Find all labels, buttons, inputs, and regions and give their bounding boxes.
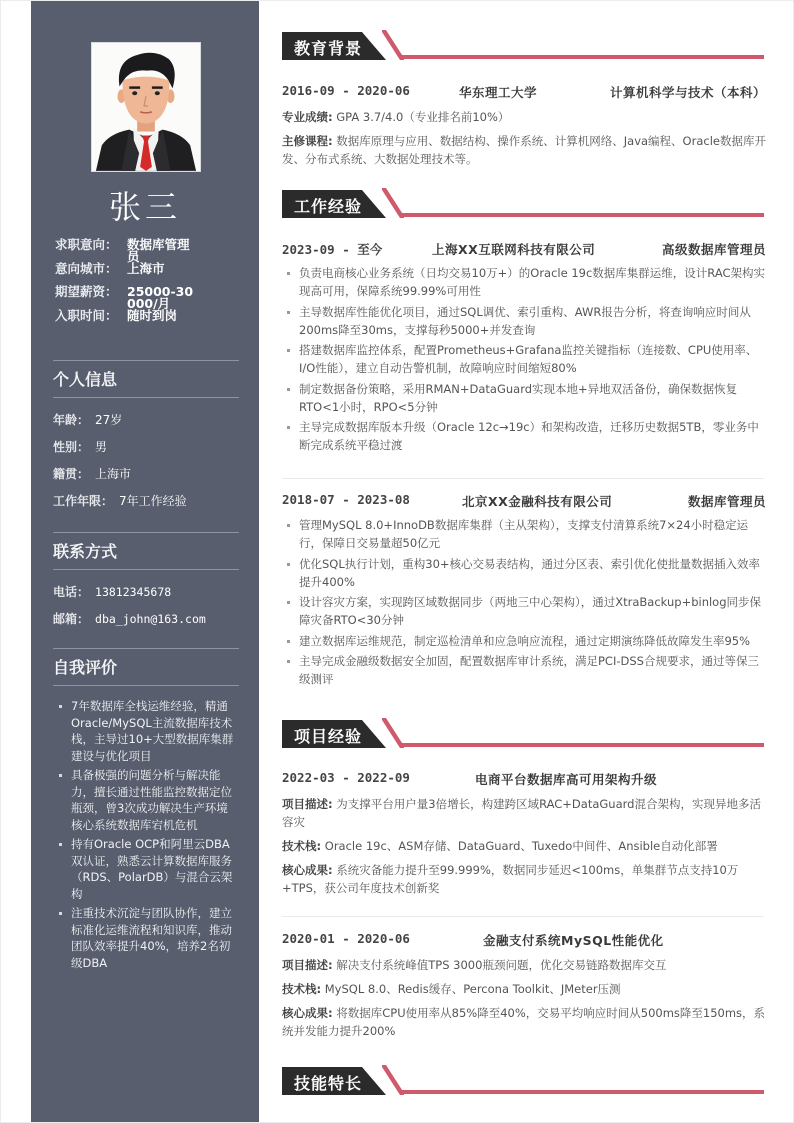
job-intent-list (55, 236, 245, 330)
entry-divider (282, 478, 764, 479)
self-eval-item: 7年数据库全栈运维经验，精通Oracle/MySQL主流数据库技术栈，主导过10+大型数据库集群建设与优化项目 (55, 698, 239, 764)
company-name: 北京XX金融科技有限公司 (462, 494, 613, 509)
result-label: 核心成果: (282, 863, 333, 877)
info-row-age (53, 406, 239, 433)
email-link[interactable]: dba_john@163.com (95, 611, 206, 626)
intent-label: 期望薪资： (55, 284, 118, 299)
info-value: 上海市 (95, 467, 132, 481)
desc-value: 为支撑平台用户量3倍增长，构建跨区域RAC+DataGuard混合架构，实现异地多活容灾 (282, 797, 761, 829)
job-date: 2018-07 - 2023-08 (282, 492, 410, 507)
result-value: 系统灾备能力提升至99.999%，数据同步延迟<100ms，单集群节点支持10万+TPS，获公司年度技术创新奖 (282, 863, 739, 895)
section-title: 技能特长 (294, 1074, 363, 1093)
info-label: 年龄： (53, 413, 90, 427)
candidate-name: 张三 (108, 188, 181, 226)
section-title: 项目经验 (294, 727, 363, 746)
project-results (282, 1004, 766, 1040)
contact-label: 邮箱： (53, 612, 90, 626)
avatar-illustration (92, 43, 200, 171)
info-row-gender (53, 433, 239, 460)
gpa-label: 专业成绩: (282, 110, 333, 124)
desc-value: 解决支付系统峰值TPS 3000瓶颈问题，优化交易链路数据库交互 (332, 958, 667, 972)
school-name: 华东理工大学 (459, 85, 538, 100)
self-eval-item: 持有Oracle OCP和阿里云DBA双认证，熟悉云计算数据库服务（RDS、PolarDB）与混合云架构 (55, 836, 239, 902)
info-value: 男 (95, 440, 108, 454)
info-row-hometown (53, 460, 239, 487)
job-bullet: 设计容灾方案，实现跨区域数据同步（两地三中心架构），通过XtraBackup+binlog同步保障灾备RTO<30分钟 (282, 593, 766, 629)
stack-label: 技术栈: (282, 839, 322, 853)
info-label: 性别： (53, 440, 90, 454)
project-description (282, 795, 766, 831)
header-accent-line (400, 1090, 764, 1094)
self-eval-item: 具备极强的问题分析与解决能力，擅长通过性能监控数据定位瓶颈，曾3次成功解决生产环境核心系统数据库宕机危机 (55, 767, 239, 833)
sidebar (31, 0, 259, 1123)
job-bullet: 主导完成金融级数据安全加固，配置数据库审计系统，满足PCI-DSS合规要求，通过等保三级测评 (282, 652, 766, 688)
intent-value: 随时到岗 (127, 307, 178, 323)
contact-section (53, 532, 239, 632)
job-bullet: 主导数据库性能优化项目，通过SQL调优、索引重构、AWR报告分析，将查询响应时间从200ms降至30ms，支撑每秒5000+并发查询 (282, 303, 766, 339)
job-role: 高级数据库管理员 (661, 242, 766, 257)
self-eval-item: 注重技术沉淀与团队协作，建立标准化运维流程和知识库，推动团队效率提升40%，培养2名初级DBA (55, 905, 239, 971)
project-name: 电商平台数据库高可用架构升级 (475, 772, 658, 787)
job-bullet: 主导完成数据库版本升级（Oracle 12c→19c）和架构改造，迁移历史数据5TB，零业务中断完成系统平稳过渡 (282, 418, 766, 454)
intent-label: 意向城市： (55, 260, 118, 276)
job-bullet: 优化SQL执行计划，重构30+核心交易表结构，通过分区表、索引优化使批量数据插入效率提升400% (282, 555, 766, 591)
contact-row-email (53, 605, 239, 632)
project-header (282, 768, 766, 788)
courses-label: 主修课程: (282, 134, 333, 148)
intent-value: 上海市 (127, 260, 165, 276)
job-bullet: 制定数据备份策略，采用RMAN+DataGuard实现本地+异地双活备份，确保数据恢复RTO<1小时，RPO<5分钟 (282, 380, 766, 416)
contact-label: 电话： (53, 585, 90, 599)
desc-label: 项目描述: (282, 958, 333, 972)
project-results (282, 861, 766, 897)
project-name: 金融支付系统MySQL性能优化 (483, 933, 664, 948)
gpa-value: GPA 3.7/4.0（专业排名前10%） (332, 110, 510, 124)
job-date: 2023-09 - 至今 (282, 242, 383, 257)
education-date: 2016-09 - 2020-06 (282, 83, 410, 98)
education-gpa (282, 108, 766, 126)
info-row-experience (53, 487, 239, 514)
stack-value: Oracle 19c、ASM存储、DataGuard、Tuxedo中间件、Ansible自动化部署 (321, 839, 718, 853)
courses-value: 数据库原理与应用、数据结构、操作系统、计算机网络、Java编程、Oracle数据库开发、分布式系统、大数据处理技术等。 (282, 134, 766, 166)
education-entry-header (282, 81, 766, 101)
result-label: 核心成果: (282, 1006, 333, 1020)
job-bullet: 负责电商核心业务系统（日均交易10万+）的Oracle 19c数据库集群运维，设计RAC架构实现高可用，保障系统99.99%可用性 (282, 264, 766, 300)
info-value: 7年工作经验 (119, 494, 187, 508)
header-accent-line (400, 55, 764, 59)
section-title: 联系方式 (53, 532, 239, 570)
section-title: 教育背景 (294, 39, 363, 58)
company-name: 上海XX互联网科技有限公司 (432, 242, 596, 257)
entry-divider (282, 916, 764, 917)
desc-label: 项目描述: (282, 797, 333, 811)
project-tech-stack (282, 837, 766, 855)
info-label: 籍贯： (53, 467, 90, 481)
major-name: 计算机科学与技术（本科） (609, 85, 766, 100)
education-header (282, 30, 764, 60)
job-bullets (282, 516, 766, 691)
header-accent-line (400, 743, 764, 747)
job-bullet: 建立数据库运维规范，制定巡检清单和应急响应流程，通过定期演练降低故障发生率95% (282, 632, 766, 650)
intent-label: 入职时间： (55, 307, 118, 323)
intent-row-salary (55, 283, 245, 311)
education-courses (282, 132, 766, 168)
profile-photo (91, 42, 201, 172)
intent-value: 25000-30000/月 (127, 284, 194, 311)
intent-row-position (55, 236, 245, 264)
projects-header (282, 718, 764, 748)
job-bullets (282, 264, 766, 457)
intent-row-city (55, 260, 245, 284)
project-date: 2022-03 - 2022-09 (282, 770, 410, 785)
job-role: 数据库管理员 (687, 494, 766, 509)
job-header (282, 490, 766, 510)
personal-info-section (53, 360, 239, 514)
work-header (282, 188, 764, 218)
job-header (282, 238, 766, 258)
self-eval-list (53, 698, 239, 971)
section-title: 自我评价 (53, 648, 239, 686)
header-accent-line (400, 213, 764, 217)
info-label: 工作年限： (53, 494, 114, 508)
project-date: 2020-01 - 2020-06 (282, 931, 410, 946)
self-evaluation-section (53, 648, 239, 974)
section-title: 工作经验 (294, 197, 363, 216)
section-title: 个人信息 (53, 360, 239, 398)
result-value: 将数据库CPU使用率从85%降至40%，交易平均响应时间从500ms降至150ms，系统并发能力提升200% (282, 1006, 766, 1038)
info-value: 27岁 (95, 413, 123, 427)
job-bullet: 搭建数据库监控体系，配置Prometheus+Grafana监控关键指标（连接数、CPU使用率、I/O性能），建立自动告警机制，故障响应时间缩短80% (282, 341, 766, 377)
intent-value: 数据库管理员 (127, 237, 190, 264)
stack-label: 技术栈: (282, 982, 322, 996)
job-bullet: 管理MySQL 8.0+InnoDB数据库集群（主从架构），支撑支付清算系统7×24小时稳定运行，保障日交易量超50亿元 (282, 516, 766, 552)
intent-row-start-date (55, 307, 245, 331)
intent-label: 求职意向： (55, 237, 118, 252)
phone-value[interactable]: 13812345678 (95, 584, 172, 599)
skills-header (282, 1065, 764, 1095)
project-header (282, 929, 766, 949)
main-content (282, 0, 766, 1123)
project-description (282, 956, 766, 974)
stack-value: MySQL 8.0、Redis缓存、Percona Toolkit、JMeter压测 (321, 982, 621, 996)
contact-row-phone (53, 578, 239, 605)
project-tech-stack (282, 980, 766, 998)
